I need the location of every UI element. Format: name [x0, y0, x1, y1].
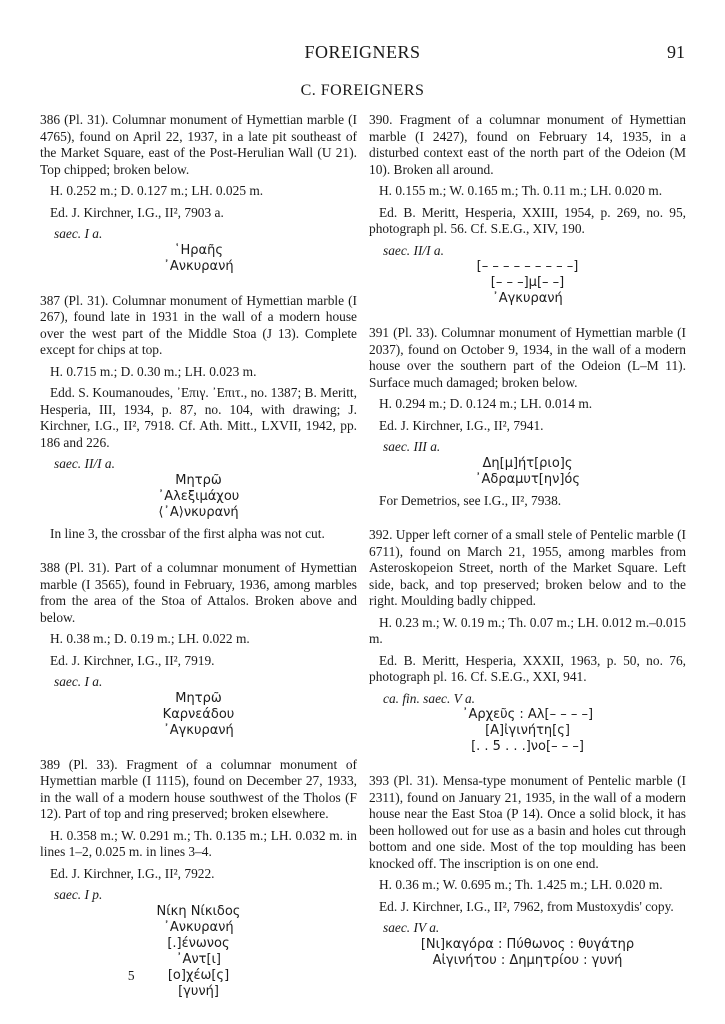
entry-date: saec. I a. — [54, 226, 103, 241]
entry-date: saec. IV a. — [383, 920, 440, 935]
inscription-line-numbered — [40, 968, 357, 984]
entry-389 — [40, 757, 357, 1000]
entry-dimensions: H. 0.36 m.; W. 0.695 m.; Th. 1.425 m.; LH. 0.020 m. — [379, 877, 663, 892]
inscription-line: ᾽Ανκυρανή — [163, 258, 234, 274]
inscription-text — [369, 259, 686, 307]
running-title: FOREIGNERS — [304, 42, 421, 62]
entry-description: 386 (Pl. 31). Columnar monument of Hymettian marble (I 4765), found on April 22, 1937, in a late pit southeast of the Market Square, east of the Post-Herulian Wall (U 21). Top chipped; broken below. — [40, 112, 357, 177]
entry-description: 390. Fragment of a columnar monument of Hymettian marble (I 2427), found on February 14, 1935, in a disturbed context east of the north part of the Odeion (M 10). Broken all around. — [369, 112, 686, 177]
inscription-line: [Α]ἰγινήτη[ς] — [485, 723, 570, 738]
inscription-line: [ο]χέω[ς] — [167, 967, 230, 983]
entry-date: saec. II/I a. — [54, 456, 115, 471]
entry-edition: Edd. S. Koumanoudes, ᾽Επιγ. ᾽Επιτ., no. 1387; B. Meritt, Hesperia, III, 1934, p. 87, no. 104, with drawing; J. Kirchner, I.G., II², 7918. Cf. Ath. Mitt., LXVII, 1942, pp. 186 and 226. — [40, 385, 357, 450]
entry-note: For Demetrios, see I.G., II², 7938. — [379, 492, 562, 508]
inscription-text — [40, 473, 357, 521]
inscription-line: ᾽Αδραμυτ[ην]ός — [474, 471, 580, 487]
section-title: C. FOREIGNERS — [300, 82, 425, 99]
entry-edition: Ed. J. Kirchner, I.G., II², 7941. — [379, 417, 544, 433]
entry-description: 387 (Pl. 31). Columnar monument of Hymettian marble (I 267), found late in 1931 in the wall of a modern house over the west part of the Middle Stoa (J 13). Complete except for chips at top. — [40, 292, 357, 357]
inscription-line: ᾽Αλεξιμάχου — [157, 488, 240, 504]
entry-date: saec. I p. — [54, 887, 103, 902]
inscription-text — [369, 456, 686, 488]
page-number: 91 — [667, 42, 685, 62]
inscription-line: Αἰγινήτου : Δημητρίου : γυνή — [432, 952, 623, 968]
inscription-text — [40, 904, 357, 1000]
entry-note: In line 3, the crossbar of the first alpha was not cut. — [50, 525, 325, 541]
right-column — [369, 112, 686, 969]
inscription-line: Μητρῶ — [175, 690, 222, 706]
inscription-line: ῾Ηραῆς — [174, 242, 223, 258]
inscription-line: [.]ένωνος — [167, 935, 230, 951]
inscription-line: ᾽Αγκυρανή — [492, 291, 563, 306]
entry-description: 392. Upper left corner of a small stele of Pentelic marble (I 6711), found on March 21, 1955, among marbles from Asteroskopeion Street, north of the Market Square. Left side, back, and top preserved; broken below and to the right. Moulding badly chipped. — [369, 527, 686, 608]
entry-description: 389 (Pl. 33). Fragment of a columnar monument of Hymettian marble (I 1115), found on December 27, 1933, in the wall of a modern house southwest of the Tholos (F 12). Part of top and ring preserved; broken elsewhere. — [40, 756, 357, 821]
inscription-line: [γυνή] — [178, 983, 219, 999]
entry-edition: Ed. J. Kirchner, I.G., II², 7922. — [50, 865, 215, 881]
entry-dimensions: H. 0.38 m.; D. 0.19 m.; LH. 0.022 m. — [50, 631, 250, 646]
inscription-text — [369, 707, 686, 755]
line-number: 5 — [127, 967, 135, 983]
entry-392 — [369, 527, 686, 755]
entry-dimensions: H. 0.715 m.; D. 0.30 m.; LH. 0.023 m. — [50, 363, 257, 379]
entry-date: ca. fin. saec. V a. — [383, 690, 475, 706]
inscription-line: Μητρῶ — [175, 472, 222, 488]
inscription-line: ⟨᾽Α⟩νκυρανή — [158, 504, 239, 520]
entry-description: 391 (Pl. 33). Columnar monument of Hymettian marble (I 2037), found on October 9, 1934, in the wall of a modern house over the southern part of the Odeion (L–M 11). Surface much damaged; broken below. — [369, 325, 686, 390]
entry-date: saec. II/I a. — [383, 242, 444, 258]
entry-dimensions: H. 0.252 m.; D. 0.127 m.; LH. 0.025 m. — [50, 183, 264, 198]
left-column — [40, 112, 357, 1000]
entry-391 — [369, 325, 686, 509]
inscription-line: [– – –]μ[– –] — [490, 275, 565, 290]
inscription-line: Δη[μ]ήτ[ριο]ς — [482, 455, 573, 471]
entry-388 — [40, 560, 357, 739]
inscription-line: [Νι]καγόρα : Πύθωνος : θυγάτηρ — [420, 936, 635, 952]
entry-390 — [369, 112, 686, 307]
inscription-text — [40, 691, 357, 739]
entry-edition: Ed. J. Kirchner, I.G., II², 7903 a. — [50, 204, 224, 220]
entry-description: 393 (Pl. 31). Mensa-type monument of Pentelic marble (I 2311), found on January 21, 1935, in the wall of a modern house near the East Stoa (P 14). Once a solid block, it has been hollowed out for use as a basin and holes cut through bottom and one side. Most of the top moulding has been knocked off. The inscription is on one end. — [369, 773, 686, 871]
inscription-text — [40, 243, 357, 275]
inscription-line: Νίκη Νίκιδος — [156, 903, 241, 919]
inscription-line: ᾽Αρχεῦς : Αλ[– – – –] — [461, 707, 594, 722]
inscription-line: ᾽Αγκυρανή — [163, 722, 234, 738]
inscription-line: [. . 5 . . .]νο[– – –] — [471, 739, 584, 754]
entry-edition: Ed. J. Kirchner, I.G., II², 7962, from Mustoxydis' copy. — [379, 898, 674, 914]
inscription-line: ᾽Ανκυρανή — [163, 919, 234, 935]
inscription-text — [369, 937, 686, 969]
entry-393 — [369, 773, 686, 969]
inscription-line: Καρνεάδου — [162, 706, 235, 722]
running-header — [0, 42, 725, 66]
entry-386 — [40, 112, 357, 275]
entry-edition: Ed. B. Meritt, Hesperia, XXIII, 1954, p. 269, no. 95, photograph pl. 56. Cf. S.E.G., XIV, 190. — [369, 204, 686, 236]
entry-dimensions: H. 0.294 m.; D. 0.124 m.; LH. 0.014 m. — [379, 396, 593, 411]
entry-edition: Ed. B. Meritt, Hesperia, XXXII, 1963, p. 50, no. 76, photograph pl. 16. Cf. S.E.G., XXI, 941. — [369, 652, 686, 684]
inscription-line: [– – – – – – – – –] — [476, 259, 579, 274]
entry-date: saec. III a. — [383, 439, 441, 454]
entry-edition: Ed. J. Kirchner, I.G., II², 7919. — [50, 652, 215, 668]
entry-date: saec. I a. — [54, 674, 103, 689]
inscription-line: ᾽Αντ[ι] — [175, 951, 222, 967]
entry-description: 388 (Pl. 31). Part of a columnar monument of Hymettian marble (I 3565), found in February, 1936, among marbles from the area of the Stoa of Attalos. Broken above and below. — [40, 560, 357, 625]
entry-dimensions: H. 0.358 m.; W. 0.291 m.; Th. 0.135 m.; LH. 0.032 m. in lines 1–2, 0.025 m. in lines 3–4. — [40, 827, 357, 859]
entry-dimensions: H. 0.155 m.; W. 0.165 m.; Th. 0.11 m.; LH. 0.020 m. — [379, 183, 663, 198]
entry-387 — [40, 293, 357, 543]
entry-dimensions: H. 0.23 m.; W. 0.19 m.; Th. 0.07 m.; LH. 0.012 m.–0.015 m. — [369, 614, 687, 646]
